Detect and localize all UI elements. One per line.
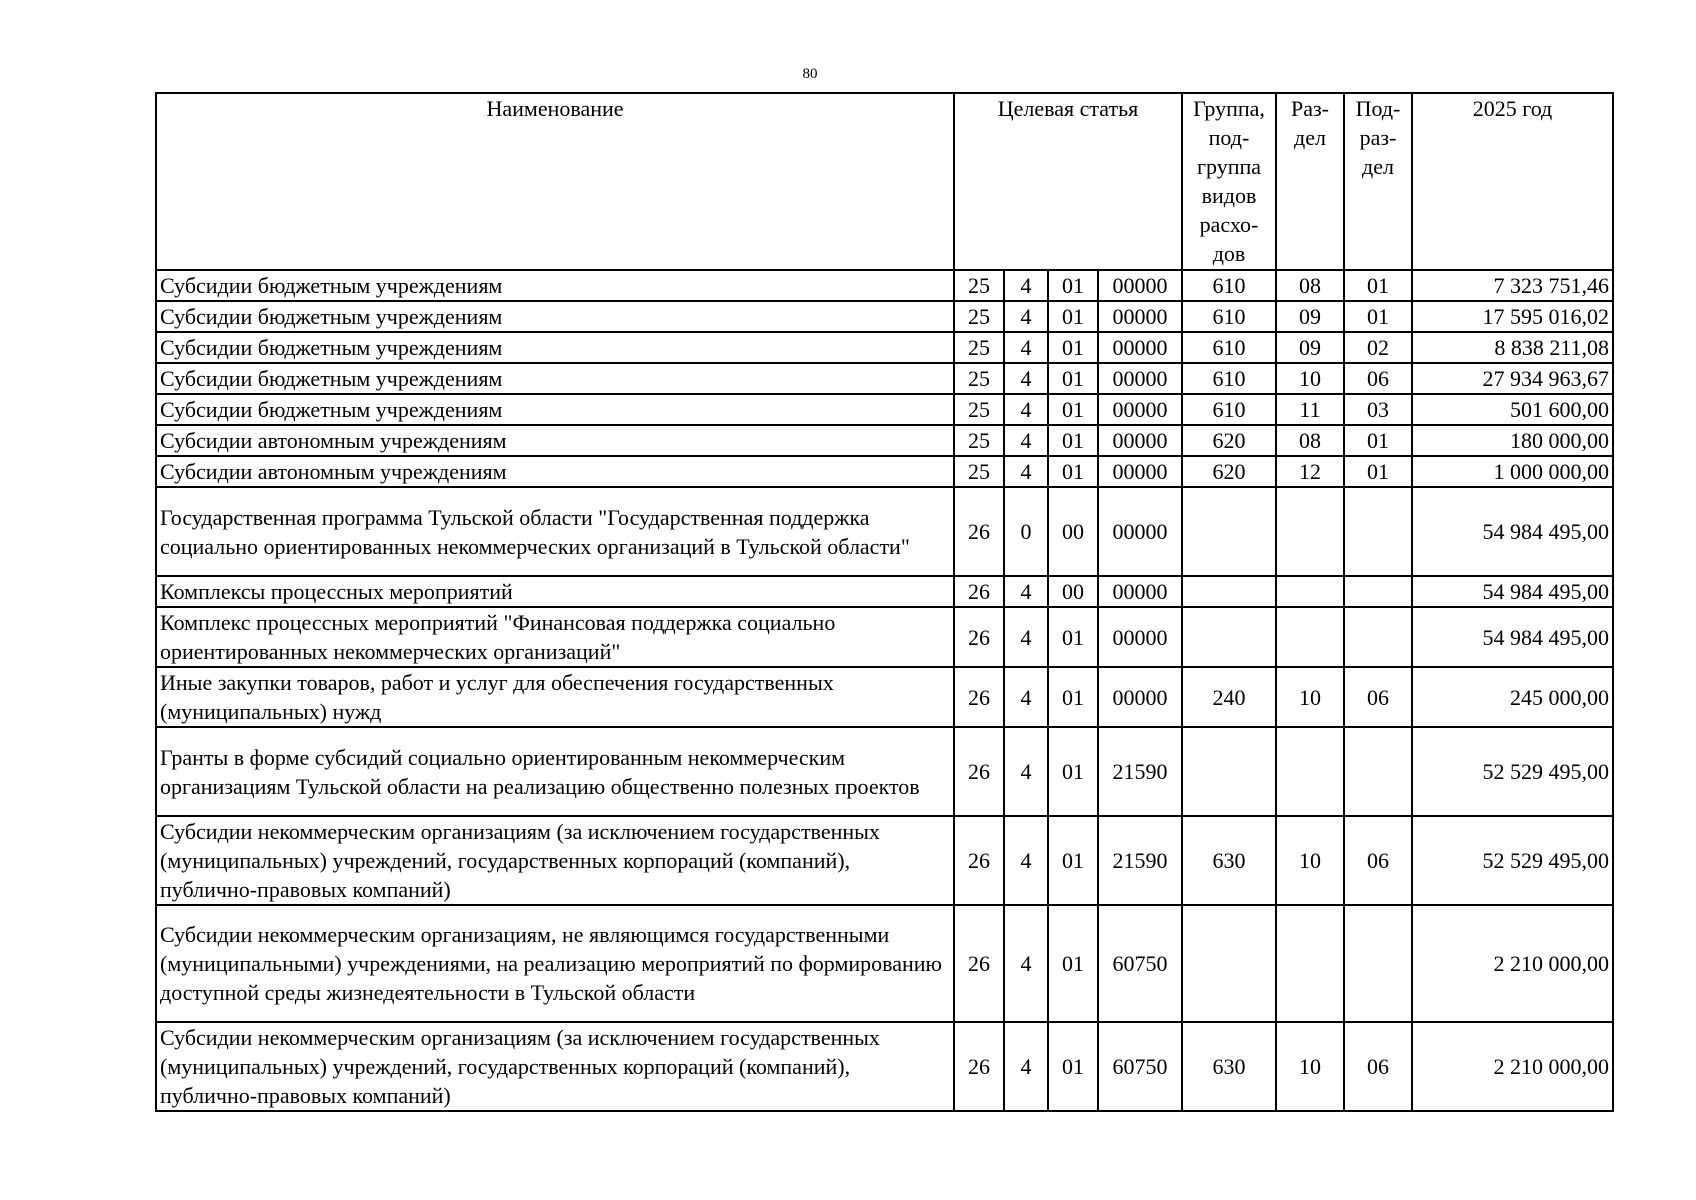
row-program-code: 26 [954, 816, 1004, 905]
row-subsection [1344, 607, 1412, 667]
row-name: Субсидии некоммерческим организациям (за исключением государственных (муниципальных) учреждений, государственных корпораций (компаний), публично-правовых компаний) [156, 816, 954, 905]
row-group: 610 [1182, 332, 1276, 363]
row-event-code: 01 [1048, 456, 1098, 487]
row-direction-code: 00000 [1098, 394, 1182, 425]
row-group [1182, 576, 1276, 607]
row-direction-code: 60750 [1098, 1022, 1182, 1111]
table-row [156, 487, 1613, 576]
row-subsection: 01 [1344, 270, 1412, 301]
row-name: Субсидии бюджетным учреждениям [156, 332, 954, 363]
row-group: 610 [1182, 301, 1276, 332]
row-type-code: 4 [1004, 607, 1048, 667]
row-type-code: 4 [1004, 270, 1048, 301]
row-event-code: 01 [1048, 332, 1098, 363]
row-group: 620 [1182, 425, 1276, 456]
row-direction-code: 21590 [1098, 816, 1182, 905]
row-direction-code: 21590 [1098, 727, 1182, 816]
row-program-code: 25 [954, 394, 1004, 425]
row-group [1182, 607, 1276, 667]
row-type-code: 4 [1004, 301, 1048, 332]
row-program-code: 26 [954, 607, 1004, 667]
row-name: Субсидии автономным учреждениям [156, 425, 954, 456]
row-section: 10 [1276, 1022, 1344, 1111]
header-target-article: Целевая статья [954, 93, 1182, 270]
row-type-code: 4 [1004, 667, 1048, 727]
row-name: Субсидии автономным учреждениям [156, 456, 954, 487]
row-amount: 54 984 495,00 [1412, 487, 1613, 576]
row-direction-code: 00000 [1098, 487, 1182, 576]
row-direction-code: 00000 [1098, 667, 1182, 727]
table-row [156, 607, 1613, 667]
row-type-code: 4 [1004, 1022, 1048, 1111]
table-row [156, 816, 1613, 905]
row-event-code: 00 [1048, 487, 1098, 576]
row-name: Субсидии бюджетным учреждениям [156, 363, 954, 394]
header-year: 2025 год [1412, 93, 1613, 270]
row-type-code: 0 [1004, 487, 1048, 576]
row-program-code: 25 [954, 425, 1004, 456]
row-direction-code: 00000 [1098, 607, 1182, 667]
budget-table [155, 92, 1614, 1112]
row-type-code: 4 [1004, 332, 1048, 363]
table-row [156, 332, 1613, 363]
row-amount: 2 210 000,00 [1412, 1022, 1613, 1111]
row-event-code: 01 [1048, 905, 1098, 1022]
row-section [1276, 607, 1344, 667]
page-number: 80 [802, 66, 818, 82]
row-name: Комплексы процессных мероприятий [156, 576, 954, 607]
row-section [1276, 905, 1344, 1022]
row-event-code: 01 [1048, 363, 1098, 394]
row-type-code: 4 [1004, 905, 1048, 1022]
row-name: Субсидии бюджетным учреждениям [156, 301, 954, 332]
row-amount: 2 210 000,00 [1412, 905, 1613, 1022]
row-amount: 1 000 000,00 [1412, 456, 1613, 487]
row-name: Субсидии некоммерческим организациям, не являющимся государственными (муниципальными) учреждениями, на реализацию мероприятий по формированию доступной среды жизнедеятельности в Тульской области [156, 905, 954, 1022]
row-subsection [1344, 576, 1412, 607]
row-event-code: 01 [1048, 607, 1098, 667]
table-row [156, 1022, 1613, 1111]
row-amount: 7 323 751,46 [1412, 270, 1613, 301]
row-type-code: 4 [1004, 816, 1048, 905]
row-name: Гранты в форме субсидий социально ориентированным некоммерческим организациям Тульской области на реализацию общественно полезных проектов [156, 727, 954, 816]
row-section: 11 [1276, 394, 1344, 425]
row-group: 610 [1182, 363, 1276, 394]
row-group [1182, 487, 1276, 576]
row-group: 630 [1182, 1022, 1276, 1111]
row-name: Субсидии бюджетным учреждениям [156, 270, 954, 301]
row-subsection: 01 [1344, 301, 1412, 332]
row-section [1276, 487, 1344, 576]
row-subsection: 06 [1344, 363, 1412, 394]
row-section: 09 [1276, 301, 1344, 332]
row-name: Субсидии некоммерческим организациям (за исключением государственных (муниципальных) учреждений, государственных корпораций (компаний), публично-правовых компаний) [156, 1022, 954, 1111]
row-event-code: 01 [1048, 667, 1098, 727]
row-subsection: 01 [1344, 425, 1412, 456]
row-subsection: 01 [1344, 456, 1412, 487]
row-subsection: 06 [1344, 816, 1412, 905]
row-program-code: 26 [954, 667, 1004, 727]
row-amount: 27 934 963,67 [1412, 363, 1613, 394]
row-program-code: 26 [954, 576, 1004, 607]
row-type-code: 4 [1004, 456, 1048, 487]
header-group: Группа, под-группа видов расхо-дов [1182, 93, 1276, 270]
row-section: 08 [1276, 425, 1344, 456]
row-subsection [1344, 905, 1412, 1022]
row-program-code: 25 [954, 301, 1004, 332]
row-direction-code: 00000 [1098, 301, 1182, 332]
row-program-code: 26 [954, 487, 1004, 576]
table-row [156, 576, 1613, 607]
row-program-code: 25 [954, 270, 1004, 301]
table-row [156, 456, 1613, 487]
row-group: 630 [1182, 816, 1276, 905]
row-direction-code: 60750 [1098, 905, 1182, 1022]
row-event-code: 00 [1048, 576, 1098, 607]
row-group: 620 [1182, 456, 1276, 487]
row-type-code: 4 [1004, 394, 1048, 425]
row-direction-code: 00000 [1098, 270, 1182, 301]
row-section: 10 [1276, 816, 1344, 905]
row-amount: 52 529 495,00 [1412, 816, 1613, 905]
row-name: Иные закупки товаров, работ и услуг для обеспечения государственных (муниципальных) нужд [156, 667, 954, 727]
table-header-row [156, 93, 1613, 270]
row-direction-code: 00000 [1098, 456, 1182, 487]
row-event-code: 01 [1048, 1022, 1098, 1111]
row-amount: 52 529 495,00 [1412, 727, 1613, 816]
row-group [1182, 905, 1276, 1022]
row-type-code: 4 [1004, 727, 1048, 816]
row-event-code: 01 [1048, 270, 1098, 301]
table-row [156, 301, 1613, 332]
row-group: 610 [1182, 394, 1276, 425]
table-row [156, 270, 1613, 301]
row-amount: 501 600,00 [1412, 394, 1613, 425]
row-section: 09 [1276, 332, 1344, 363]
row-name: Комплекс процессных мероприятий "Финансовая поддержка социально ориентированных некоммерческих организаций" [156, 607, 954, 667]
header-name: Наименование [156, 93, 954, 270]
table-row [156, 425, 1613, 456]
row-program-code: 25 [954, 363, 1004, 394]
row-amount: 54 984 495,00 [1412, 576, 1613, 607]
row-amount: 54 984 495,00 [1412, 607, 1613, 667]
row-subsection [1344, 727, 1412, 816]
row-group: 610 [1182, 270, 1276, 301]
row-direction-code: 00000 [1098, 332, 1182, 363]
row-group: 240 [1182, 667, 1276, 727]
row-subsection: 02 [1344, 332, 1412, 363]
table-row [156, 363, 1613, 394]
row-event-code: 01 [1048, 727, 1098, 816]
row-section: 10 [1276, 363, 1344, 394]
row-event-code: 01 [1048, 816, 1098, 905]
row-subsection [1344, 487, 1412, 576]
row-subsection: 06 [1344, 1022, 1412, 1111]
table-row [156, 667, 1613, 727]
row-section [1276, 576, 1344, 607]
row-program-code: 26 [954, 727, 1004, 816]
row-amount: 17 595 016,02 [1412, 301, 1613, 332]
row-section: 10 [1276, 667, 1344, 727]
row-section: 12 [1276, 456, 1344, 487]
row-program-code: 25 [954, 332, 1004, 363]
row-name: Государственная программа Тульской области "Государственная поддержка социально ориентированных некоммерческих организаций в Тульской области" [156, 487, 954, 576]
row-section: 08 [1276, 270, 1344, 301]
table-row [156, 394, 1613, 425]
row-amount: 245 000,00 [1412, 667, 1613, 727]
table-row [156, 905, 1613, 1022]
row-type-code: 4 [1004, 576, 1048, 607]
row-program-code: 25 [954, 456, 1004, 487]
row-direction-code: 00000 [1098, 576, 1182, 607]
row-program-code: 26 [954, 905, 1004, 1022]
row-program-code: 26 [954, 1022, 1004, 1111]
row-direction-code: 00000 [1098, 425, 1182, 456]
row-event-code: 01 [1048, 394, 1098, 425]
header-section: Раз-дел [1276, 93, 1344, 270]
row-type-code: 4 [1004, 363, 1048, 394]
row-subsection: 06 [1344, 667, 1412, 727]
row-event-code: 01 [1048, 301, 1098, 332]
row-type-code: 4 [1004, 425, 1048, 456]
header-subsection: Под-раз-дел [1344, 93, 1412, 270]
row-name: Субсидии бюджетным учреждениям [156, 394, 954, 425]
row-group [1182, 727, 1276, 816]
row-direction-code: 00000 [1098, 363, 1182, 394]
table-row [156, 727, 1613, 816]
row-subsection: 03 [1344, 394, 1412, 425]
row-section [1276, 727, 1344, 816]
row-amount: 180 000,00 [1412, 425, 1613, 456]
row-event-code: 01 [1048, 425, 1098, 456]
row-amount: 8 838 211,08 [1412, 332, 1613, 363]
